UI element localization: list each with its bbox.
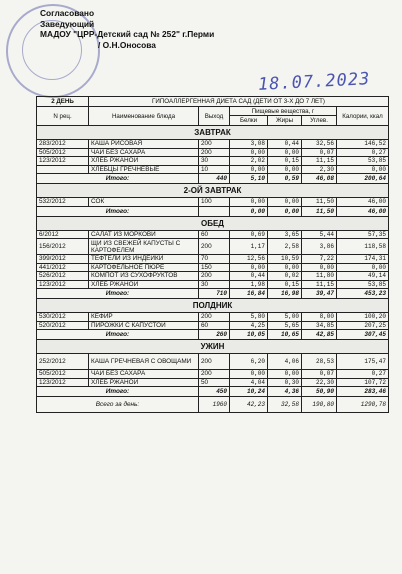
- fat-value: 0,30: [268, 378, 302, 387]
- total-yield: 450: [199, 387, 230, 397]
- recipe-number: 399/2012: [37, 255, 89, 264]
- diet-title: ГИПОАЛЛЕРГЕННАЯ ДИЕТА САД (ДЕТИ ОТ 3-Х ДО 7 ЛЕТ): [89, 97, 389, 107]
- kcal-value: 118,58: [337, 239, 389, 255]
- col-kcal: Калории, ккал: [337, 107, 389, 126]
- menu-row: [37, 370, 389, 379]
- total-kcal: 453,23: [337, 289, 389, 299]
- carb-value: 7,22: [302, 255, 337, 264]
- recipe-number: 505/2012: [37, 148, 89, 157]
- dish-yield: 200: [199, 354, 230, 370]
- handwritten-date: 18.07.2023: [257, 69, 371, 95]
- section-header: [37, 340, 389, 354]
- recipe-number: 123/2012: [37, 378, 89, 387]
- dish-yield: 200: [199, 239, 230, 255]
- grand-carb: 190,80: [302, 397, 337, 413]
- menu-row: [37, 378, 389, 387]
- total-protein: 16,84: [230, 289, 268, 299]
- protein-value: 12,56: [230, 255, 268, 264]
- total-yield: 440: [199, 174, 230, 184]
- menu-row: [37, 280, 389, 289]
- dish-name: ПИРОЖКИ С КАПУСТОЙ: [89, 321, 199, 330]
- dish-yield: 200: [199, 370, 230, 379]
- approval-role: Заведующий: [40, 18, 95, 29]
- dish-name: КАША РИСОВАЯ: [89, 140, 199, 149]
- carb-value: 0,00: [302, 263, 337, 272]
- section-total-row: [37, 206, 389, 216]
- carb-value: 5,44: [302, 230, 337, 239]
- menu-row: [37, 321, 389, 330]
- grand-total-row: [37, 397, 389, 413]
- kcal-value: 53,85: [337, 157, 389, 166]
- dish-yield: 50: [199, 378, 230, 387]
- protein-value: 3,08: [230, 140, 268, 149]
- total-kcal: 283,46: [337, 387, 389, 397]
- carb-value: 32,56: [302, 140, 337, 149]
- carb-value: 0,07: [302, 370, 337, 379]
- dish-name: КЕФИР: [89, 313, 199, 322]
- recipe-number: 526/2012: [37, 272, 89, 281]
- menu-row: [37, 198, 389, 207]
- dish-yield: 60: [199, 321, 230, 330]
- protein-value: 0,00: [230, 148, 268, 157]
- carb-value: 2,30: [302, 165, 337, 174]
- col-name: Наименование блюда: [89, 107, 199, 126]
- protein-value: 5,80: [230, 313, 268, 322]
- fat-value: 2,58: [268, 239, 302, 255]
- section-title: УЖИН: [37, 340, 389, 354]
- protein-value: 0,00: [230, 165, 268, 174]
- total-protein: 10,24: [230, 387, 268, 397]
- fat-value: 3,65: [268, 230, 302, 239]
- total-protein: 5,10: [230, 174, 268, 184]
- section-total-row: [37, 387, 389, 397]
- total-kcal: 200,64: [337, 174, 389, 184]
- dish-name: ЩИ ИЗ СВЕЖЕЙ КАПУСТЫ С КАРТОФЕЛЕМ: [89, 239, 199, 255]
- kcal-value: 146,52: [337, 140, 389, 149]
- section-title: ЗАВТРАК: [37, 126, 389, 140]
- fat-value: 5,00: [268, 313, 302, 322]
- total-label: Итого:: [37, 387, 199, 397]
- kcal-value: 207,25: [337, 321, 389, 330]
- total-carb: 42,85: [302, 330, 337, 340]
- recipe-number: 283/2012: [37, 140, 89, 149]
- menu-row: [37, 140, 389, 149]
- recipe-number: 530/2012: [37, 313, 89, 322]
- grand-total-label: Всего за день:: [37, 397, 199, 413]
- approval-signer: / О.Н.Оносова: [98, 39, 156, 50]
- dish-yield: 60: [199, 230, 230, 239]
- total-protein: 10,05: [230, 330, 268, 340]
- section-title: ПОЛДНИК: [37, 299, 389, 313]
- menu-row: [37, 239, 389, 255]
- total-protein: 0,00: [230, 206, 268, 216]
- kcal-value: 49,14: [337, 272, 389, 281]
- kcal-value: 174,31: [337, 255, 389, 264]
- day-label: 2 ДЕНЬ: [37, 97, 89, 107]
- fat-value: 0,02: [268, 272, 302, 281]
- fat-value: 0,15: [268, 157, 302, 166]
- dish-name: ХЛЕБ РЖАНОЙ: [89, 280, 199, 289]
- section-header: [37, 126, 389, 140]
- dish-name: ЧАЙ БЕЗ САХАРА: [89, 148, 199, 157]
- carb-value: 0,07: [302, 148, 337, 157]
- total-carb: 11,50: [302, 206, 337, 216]
- dish-name: КАРТОФЕЛЬНОЕ ПЮРЕ: [89, 263, 199, 272]
- dish-yield: 100: [199, 198, 230, 207]
- kcal-value: 175,47: [337, 354, 389, 370]
- total-yield: 260: [199, 330, 230, 340]
- dish-yield: 70: [199, 255, 230, 264]
- total-label: Итого:: [37, 330, 199, 340]
- dish-yield: 10: [199, 165, 230, 174]
- total-carb: 46,08: [302, 174, 337, 184]
- kcal-value: 0,00: [337, 263, 389, 272]
- col-nutrients: Пищевые вещества, г: [230, 107, 337, 116]
- recipe-number: 6/2012: [37, 230, 89, 239]
- protein-value: 1,17: [230, 239, 268, 255]
- recipe-number: [37, 165, 89, 174]
- kcal-value: 100,20: [337, 313, 389, 322]
- dish-name: САЛАТ ИЗ МОРКОВИ: [89, 230, 199, 239]
- total-fat: 0,00: [268, 206, 302, 216]
- protein-value: 0,69: [230, 230, 268, 239]
- section-title: ОБЕД: [37, 216, 389, 230]
- total-label: Итого:: [37, 289, 199, 299]
- dish-name: КОМПОТ ИЗ СУХОФРУКТОВ: [89, 272, 199, 281]
- recipe-number: 252/2012: [37, 354, 89, 370]
- approval-org: МАДОУ "ЦРР-Детский сад № 252" г.Перми: [40, 29, 215, 39]
- grand-fat: 32,58: [268, 397, 302, 413]
- fat-value: 0,00: [268, 198, 302, 207]
- menu-row: [37, 165, 389, 174]
- col-carb: Углев.: [302, 116, 337, 126]
- fat-value: 4,06: [268, 354, 302, 370]
- section-header: [37, 299, 389, 313]
- carb-value: 11,80: [302, 272, 337, 281]
- approval-block: [40, 8, 214, 50]
- total-label: Итого:: [37, 206, 199, 216]
- section-total-row: [37, 174, 389, 184]
- dish-yield: 200: [199, 272, 230, 281]
- col-recipe: N рец.: [37, 107, 89, 126]
- dish-name: ХЛЕБ РЖАНОЙ: [89, 157, 199, 166]
- carb-value: 28,53: [302, 354, 337, 370]
- carb-value: 11,15: [302, 157, 337, 166]
- kcal-value: 107,72: [337, 378, 389, 387]
- col-protein: Белки: [230, 116, 268, 126]
- dish-name: ХЛЕБЦЫ ГРЕЧНЕВЫЕ: [89, 165, 199, 174]
- dish-name: ХЛЕБ РЖАНОЙ: [89, 378, 199, 387]
- fat-value: 0,00: [268, 148, 302, 157]
- dish-yield: 200: [199, 313, 230, 322]
- fat-value: 10,59: [268, 255, 302, 264]
- carb-value: 11,50: [302, 198, 337, 207]
- recipe-number: 532/2012: [37, 198, 89, 207]
- recipe-number: 123/2012: [37, 280, 89, 289]
- protein-value: 0,00: [230, 198, 268, 207]
- menu-row: [37, 230, 389, 239]
- protein-value: 6,20: [230, 354, 268, 370]
- section-total-row: [37, 330, 389, 340]
- dish-name: ТЕФТЕЛИ ИЗ ИНДЕЙКИ: [89, 255, 199, 264]
- fat-value: 5,65: [268, 321, 302, 330]
- menu-row: [37, 263, 389, 272]
- menu-row: [37, 157, 389, 166]
- total-kcal: 46,00: [337, 206, 389, 216]
- dish-yield: 200: [199, 140, 230, 149]
- total-fat: 0,59: [268, 174, 302, 184]
- menu-row: [37, 354, 389, 370]
- fat-value: 0,00: [268, 370, 302, 379]
- section-header: [37, 184, 389, 198]
- fat-value: 0,44: [268, 140, 302, 149]
- menu-table: [36, 96, 389, 413]
- total-carb: 39,47: [302, 289, 337, 299]
- recipe-number: 441/2012: [37, 263, 89, 272]
- dish-yield: 30: [199, 157, 230, 166]
- section-total-row: [37, 289, 389, 299]
- total-carb: 50,90: [302, 387, 337, 397]
- fat-value: 0,00: [268, 165, 302, 174]
- protein-value: 4,04: [230, 378, 268, 387]
- dish-yield: 30: [199, 280, 230, 289]
- carb-value: 11,15: [302, 280, 337, 289]
- kcal-value: 0,27: [337, 148, 389, 157]
- recipe-number: 520/2012: [37, 321, 89, 330]
- kcal-value: 0,00: [337, 165, 389, 174]
- approval-title: Согласовано: [40, 8, 95, 18]
- total-kcal: 307,45: [337, 330, 389, 340]
- protein-value: 4,25: [230, 321, 268, 330]
- kcal-value: 57,35: [337, 230, 389, 239]
- fat-value: 0,15: [268, 280, 302, 289]
- section-title: 2-ОЙ ЗАВТРАК: [37, 184, 389, 198]
- recipe-number: 156/2012: [37, 239, 89, 255]
- menu-row: [37, 255, 389, 264]
- col-yield: Выход: [199, 107, 230, 126]
- total-fat: 16,98: [268, 289, 302, 299]
- dish-name: СОК: [89, 198, 199, 207]
- grand-yield: 1960: [199, 397, 230, 413]
- menu-row: [37, 272, 389, 281]
- carb-value: 8,00: [302, 313, 337, 322]
- total-fat: 4,36: [268, 387, 302, 397]
- total-yield: [199, 206, 230, 216]
- menu-row: [37, 148, 389, 157]
- carb-value: 3,86: [302, 239, 337, 255]
- dish-yield: 150: [199, 263, 230, 272]
- fat-value: 0,00: [268, 263, 302, 272]
- kcal-value: 53,85: [337, 280, 389, 289]
- protein-value: 0,00: [230, 370, 268, 379]
- protein-value: 0,00: [230, 263, 268, 272]
- menu-row: [37, 313, 389, 322]
- dish-name: ЧАЙ БЕЗ САХАРА: [89, 370, 199, 379]
- carb-value: 34,85: [302, 321, 337, 330]
- protein-value: 2,02: [230, 157, 268, 166]
- total-fat: 10,65: [268, 330, 302, 340]
- recipe-number: 123/2012: [37, 157, 89, 166]
- col-fat: Жиры: [268, 116, 302, 126]
- protein-value: 1,98: [230, 280, 268, 289]
- recipe-number: 505/2012: [37, 370, 89, 379]
- grand-protein: 42,23: [230, 397, 268, 413]
- carb-value: 22,30: [302, 378, 337, 387]
- kcal-value: 46,00: [337, 198, 389, 207]
- total-yield: 710: [199, 289, 230, 299]
- dish-name: КАША ГРЕЧНЕВАЯ С ОВОЩАМИ: [89, 354, 199, 370]
- total-label: Итого:: [37, 174, 199, 184]
- section-header: [37, 216, 389, 230]
- kcal-value: 0,27: [337, 370, 389, 379]
- protein-value: 0,44: [230, 272, 268, 281]
- menu-body: [37, 126, 389, 413]
- grand-kcal: 1290,78: [337, 397, 389, 413]
- dish-yield: 200: [199, 148, 230, 157]
